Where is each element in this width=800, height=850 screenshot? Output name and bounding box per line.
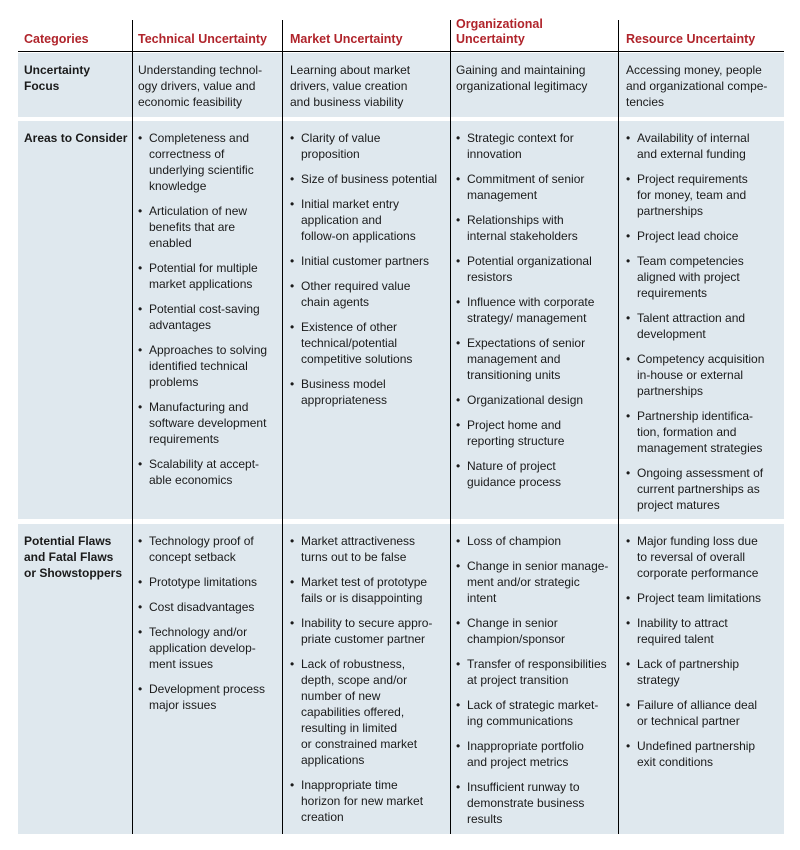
bullet-item: • Articulation of new benefits that are enabled bbox=[138, 203, 278, 251]
uncertainty-table bbox=[18, 0, 784, 850]
row-label-potential-flaws: Potential Flaws and Fatal Flaws or Showstoppers bbox=[24, 534, 123, 580]
bullet-item: • Undefined partnership exit conditions bbox=[626, 738, 782, 770]
bullet-item: • Potential cost-saving advantages bbox=[138, 301, 278, 333]
bullet-item: • Commitment of senior management bbox=[456, 171, 616, 203]
bullet-item: • Talent attraction and development bbox=[626, 310, 782, 342]
bullet-item: • Manufacturing and software development requirements bbox=[138, 399, 278, 447]
bullet-item: • Initial customer partners bbox=[290, 253, 446, 269]
bullet-item: • Existence of other technical/potential competitive solutions bbox=[290, 319, 446, 367]
bullet-item: • Change in senior manage- ment and/or strategic intent bbox=[456, 558, 616, 606]
bullet-item: • Potential for multiple market applications bbox=[138, 260, 278, 292]
bullet-item: • Expectations of senior management and transitioning units bbox=[456, 335, 616, 383]
bullet-item: • Project lead choice bbox=[626, 228, 782, 244]
header-categories: Categories bbox=[24, 32, 89, 46]
bullet-item: • Partnership identifica- tion, formation and management strategies bbox=[626, 408, 782, 456]
header-resource-uncertainty: Resource Uncertainty bbox=[626, 32, 756, 46]
bullet-list bbox=[626, 533, 782, 770]
bullet-item: • Market attractiveness turns out to be false bbox=[290, 533, 446, 565]
bullet-item: • Prototype limitations bbox=[138, 574, 278, 590]
bullet-item: • Competency acquisition in-house or external partnerships bbox=[626, 351, 782, 399]
column-divider-4 bbox=[618, 20, 619, 834]
bullet-item: • Completeness and correctness of underlying scientific knowledge bbox=[138, 130, 278, 194]
bullet-item: • Development process major issues bbox=[138, 681, 278, 713]
bullet-list bbox=[290, 533, 446, 825]
cell-technical-potential-flaws bbox=[138, 533, 278, 722]
cell-market-potential-flaws bbox=[290, 533, 446, 834]
bullet-item: • Other required value chain agents bbox=[290, 278, 446, 310]
bullet-item: • Market test of prototype fails or is disappointing bbox=[290, 574, 446, 606]
row-label-uncertainty-focus: Uncertainty Focus bbox=[24, 63, 91, 93]
bullet-item: • Technology proof of concept setback bbox=[138, 533, 278, 565]
bullet-list bbox=[290, 130, 446, 408]
column-divider-3 bbox=[450, 20, 451, 834]
bullet-item: • Business model appropriateness bbox=[290, 376, 446, 408]
bullet-item: • Lack of robustness, depth, scope and/or number of new capabilities offered, resulting in limited or constrained market applications bbox=[290, 656, 446, 768]
bullet-list bbox=[626, 130, 782, 513]
bullet-item: • Failure of alliance deal or technical partner bbox=[626, 697, 782, 729]
cell-organizational-potential-flaws bbox=[456, 533, 616, 836]
bullet-item: • Scalability at accept- able economics bbox=[138, 456, 278, 488]
bullet-list bbox=[456, 533, 616, 827]
bullet-item: • Loss of champion bbox=[456, 533, 616, 549]
column-divider-2 bbox=[282, 20, 283, 834]
bullet-item: • Change in senior champion/sponsor bbox=[456, 615, 616, 647]
bullet-item: • Approaches to solving identified technical problems bbox=[138, 342, 278, 390]
cell-market-uncertainty-focus: Learning about market drivers, value creation and business viability bbox=[290, 63, 411, 109]
header-market-uncertainty: Market Uncertainty bbox=[290, 32, 403, 46]
bullet-item: • Lack of strategic market- ing communications bbox=[456, 697, 616, 729]
cell-market-areas-to-consider bbox=[290, 130, 446, 417]
cell-resource-uncertainty-focus: Accessing money, people and organizational compe- tencies bbox=[626, 63, 768, 109]
bullet-item: • Project home and reporting structure bbox=[456, 417, 616, 449]
cell-technical-areas-to-consider bbox=[138, 130, 278, 497]
bullet-list bbox=[138, 533, 278, 713]
cell-resource-potential-flaws bbox=[626, 533, 782, 779]
header-organizational-uncertainty: Organizational Uncertainty bbox=[456, 17, 543, 46]
bullet-item: • Team competencies aligned with project requirements bbox=[626, 253, 782, 301]
bullet-item: • Technology and/or application develop- ment issues bbox=[138, 624, 278, 672]
bullet-item: • Nature of project guidance process bbox=[456, 458, 616, 490]
bullet-item: • Project requirements for money, team and partnerships bbox=[626, 171, 782, 219]
bullet-item: • Relationships with internal stakeholders bbox=[456, 212, 616, 244]
bullet-item: • Project team limitations bbox=[626, 590, 782, 606]
bullet-item: • Clarity of value proposition bbox=[290, 130, 446, 162]
bullet-item: • Strategic context for innovation bbox=[456, 130, 616, 162]
cell-organizational-uncertainty-focus: Gaining and maintaining organizational legitimacy bbox=[456, 63, 588, 93]
bullet-item: • Influence with corporate strategy/ management bbox=[456, 294, 616, 326]
cell-resource-areas-to-consider bbox=[626, 130, 782, 522]
bullet-item: • Cost disadvantages bbox=[138, 599, 278, 615]
bullet-item: • Inability to secure appro- priate customer partner bbox=[290, 615, 446, 647]
bullet-item: • Initial market entry application and follow-on applications bbox=[290, 196, 446, 244]
cell-technical-uncertainty-focus: Understanding technol- ogy drivers, value and economic feasibility bbox=[138, 63, 263, 109]
column-divider-1 bbox=[132, 20, 133, 834]
bullet-item: • Availability of internal and external funding bbox=[626, 130, 782, 162]
bullet-item: • Lack of partnership strategy bbox=[626, 656, 782, 688]
bullet-item: • Transfer of responsibilities at project transition bbox=[456, 656, 616, 688]
bullet-item: • Potential organizational resistors bbox=[456, 253, 616, 285]
bullet-item: • Inappropriate portfolio and project metrics bbox=[456, 738, 616, 770]
bullet-item: • Insufficient runway to demonstrate business results bbox=[456, 779, 616, 827]
bullet-item: • Major funding loss due to reversal of overall corporate performance bbox=[626, 533, 782, 581]
cell-organizational-areas-to-consider bbox=[456, 130, 616, 499]
header-technical-uncertainty: Technical Uncertainty bbox=[138, 32, 267, 46]
bullet-list bbox=[138, 130, 278, 488]
bullet-item: • Ongoing assessment of current partnerships as project matures bbox=[626, 465, 782, 513]
row-label-areas-to-consider: Areas to Consider bbox=[24, 131, 128, 145]
bullet-item: • Size of business potential bbox=[290, 171, 446, 187]
bullet-item: • Inappropriate time horizon for new market creation bbox=[290, 777, 446, 825]
bullet-item: • Inability to attract required talent bbox=[626, 615, 782, 647]
bullet-list bbox=[456, 130, 616, 490]
bullet-item: • Organizational design bbox=[456, 392, 616, 408]
